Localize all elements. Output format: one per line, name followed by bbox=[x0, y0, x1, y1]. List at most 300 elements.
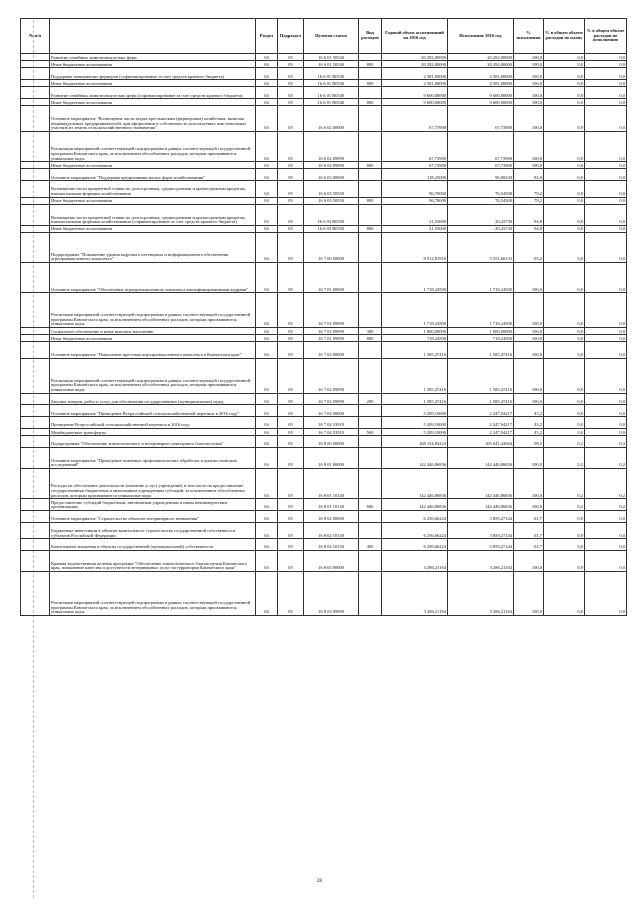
table-row bbox=[21, 510, 627, 522]
cell-execution: 1 718,24500 bbox=[448, 263, 514, 293]
cell-plan: 718,24500 bbox=[382, 335, 448, 342]
cell-expense-type: 800 bbox=[359, 80, 382, 87]
cell-share-fact: 0,0 bbox=[585, 54, 627, 61]
cell-share-fact: 0,2 bbox=[585, 499, 627, 511]
cell-razdel: 04 bbox=[256, 522, 278, 538]
cell-execution: 2 581,00000 bbox=[448, 80, 514, 87]
cell-share-fact: 0,0 bbox=[585, 204, 627, 225]
cell-name: Основное мероприятие "Проведение плановых профилактических обработок и диагностических исследований" bbox=[50, 447, 256, 468]
cell-podrazdel: 05 bbox=[278, 499, 304, 511]
header-plan-2016: Годовой объем ассигнований на 2016 год bbox=[382, 19, 448, 54]
cell-podrazdel: 05 bbox=[278, 232, 304, 262]
cell-execution: 1 718,24500 bbox=[448, 293, 514, 328]
cell-num bbox=[21, 550, 50, 571]
cell-expense-type bbox=[359, 342, 382, 358]
cell-expense-type: 400 bbox=[359, 539, 382, 551]
header-share-plan: % в общем объеме расходов по плану bbox=[544, 19, 585, 54]
cell-share-plan: 0,0 bbox=[544, 293, 585, 328]
cell-share-fact: 0,0 bbox=[585, 417, 627, 429]
cell-name: Иные бюджетные ассигнования bbox=[50, 162, 256, 169]
cell-share-plan: 0,0 bbox=[544, 181, 585, 197]
cell-target-article: 16 6 01 R0540 bbox=[304, 99, 359, 106]
header-podrazdel: Подраздел bbox=[278, 19, 304, 54]
cell-target-article: 16 8 02 10130 bbox=[304, 539, 359, 551]
cell-razdel: 04 bbox=[256, 405, 278, 417]
cell-expense-type bbox=[359, 232, 382, 262]
cell-name: Возмещение части процентной ставки по долгосрочным, среднесрочным и краткосрочным кредитам, взятым малыми формами хозяйствования bbox=[50, 181, 256, 197]
cell-expense-type: 800 bbox=[359, 61, 382, 68]
cell-num bbox=[21, 106, 50, 132]
cell-share-plan: 0,0 bbox=[544, 405, 585, 417]
table-body bbox=[21, 54, 627, 616]
cell-razdel: 04 bbox=[256, 429, 278, 436]
cell-expense-type bbox=[359, 263, 382, 293]
table-header-row bbox=[21, 19, 627, 54]
table-row bbox=[21, 162, 627, 169]
cell-execution: 3 286,21164 bbox=[448, 571, 514, 615]
cell-num bbox=[21, 405, 50, 417]
cell-target-article: 16 6 03 00000 bbox=[304, 169, 359, 181]
cell-share-fact: 0,0 bbox=[585, 131, 627, 161]
cell-execution: 20 292,00000 bbox=[448, 61, 514, 68]
cell-target-article: 16 8 01 00000 bbox=[304, 447, 359, 468]
cell-name: Реализация мероприятий соответствующей подпрограммы в рамках соответствующей государственной программы Камчатского края, за исключением обособленных расходов, которым присваиваются уникальные коды bbox=[50, 571, 256, 615]
cell-razdel: 04 bbox=[256, 263, 278, 293]
cell-num bbox=[21, 358, 50, 393]
cell-name: Иные бюджетные ассигнования bbox=[50, 335, 256, 342]
cell-podrazdel: 05 bbox=[278, 510, 304, 522]
cell-num bbox=[21, 204, 50, 225]
cell-execution: 2 581,00000 bbox=[448, 68, 514, 80]
cell-target-article: 16 7 01 09990 bbox=[304, 328, 359, 335]
cell-plan: 1 585,47416 bbox=[382, 393, 448, 405]
cell-share-fact: 0,0 bbox=[585, 61, 627, 68]
cell-execution: 3 859,27144 bbox=[448, 522, 514, 538]
table-row bbox=[21, 54, 627, 61]
cell-percent: 100,0 bbox=[514, 550, 544, 571]
cell-plan: 8 512,81916 bbox=[382, 232, 448, 262]
cell-execution: 1 000,00000 bbox=[448, 328, 514, 335]
cell-podrazdel: 05 bbox=[278, 436, 304, 448]
cell-name: Расходы на обеспечение деятельности (оказание услуг) учреждений, в том числе на предоставление государственным бюджетным и автономным учреждениям субсидий, за исключением обособленных расходов, которым присваиваются уникальные коды bbox=[50, 468, 256, 498]
table-row bbox=[21, 447, 627, 468]
cell-podrazdel: 05 bbox=[278, 405, 304, 417]
cell-share-plan: 0,0 bbox=[544, 358, 585, 393]
cell-target-article: 16 7 01 00000 bbox=[304, 263, 359, 293]
cell-execution: 1 585,47416 bbox=[448, 358, 514, 393]
cell-expense-type bbox=[359, 87, 382, 99]
cell-num bbox=[21, 263, 50, 293]
cell-expense-type bbox=[359, 68, 382, 80]
cell-plan: 1 585,47416 bbox=[382, 358, 448, 393]
cell-expense-type bbox=[359, 468, 382, 498]
cell-target-article: 16 6 01 50540 bbox=[304, 54, 359, 61]
cell-target-article: 16 6 01 R0530 bbox=[304, 80, 359, 87]
cell-podrazdel: 05 bbox=[278, 293, 304, 328]
cell-expense-type: 800 bbox=[359, 197, 382, 204]
cell-plan: 5 209,10000 bbox=[382, 405, 448, 417]
header-share-fact: % в общем объеме расходов по исполнению bbox=[585, 19, 627, 54]
cell-share-fact: 0,2 bbox=[585, 447, 627, 468]
cell-share-fact: 0,0 bbox=[585, 80, 627, 87]
cell-share-plan: 0,0 bbox=[544, 106, 585, 132]
cell-name: Развитие семейных животноводческих ферм (софинансирование за счет средств краевого бюджета) bbox=[50, 87, 256, 99]
cell-podrazdel: 05 bbox=[278, 99, 304, 106]
cell-share-fact: 0,0 bbox=[585, 522, 627, 538]
cell-share-plan: 0,0 bbox=[544, 393, 585, 405]
cell-percent: 43,2 bbox=[514, 405, 544, 417]
cell-share-plan: 0,0 bbox=[544, 539, 585, 551]
header-target-article: Целевая статья bbox=[304, 19, 359, 54]
cell-razdel: 04 bbox=[256, 99, 278, 106]
cell-plan: 3 286,21164 bbox=[382, 550, 448, 571]
cell-razdel: 04 bbox=[256, 225, 278, 232]
cell-razdel: 04 bbox=[256, 539, 278, 551]
cell-name: Основное мероприятие "Повышение престижа агропромышленного комплекса в Камчатском крае" bbox=[50, 342, 256, 358]
table-row bbox=[21, 522, 627, 538]
cell-target-article: 16 8 00 00000 bbox=[304, 436, 359, 448]
cell-plan: 21,55000 bbox=[382, 225, 448, 232]
cell-plan: 6 256,66224 bbox=[382, 522, 448, 538]
cell-share-fact: 0,0 bbox=[585, 263, 627, 293]
cell-share-fact: 0,0 bbox=[585, 232, 627, 262]
cell-podrazdel: 05 bbox=[278, 106, 304, 132]
cell-name: Краевая ведомственная целевая программа "Обеспечение эпизоотического благополучия Камчатского края, повышение качества и доступности ветеринарных услуг на территории Камчатского края" bbox=[50, 550, 256, 571]
table-row bbox=[21, 68, 627, 80]
header-execution-percent: % исполнения bbox=[514, 19, 544, 54]
cell-expense-type bbox=[359, 550, 382, 571]
cell-num bbox=[21, 87, 50, 99]
cell-target-article: 16 7 04 00000 bbox=[304, 405, 359, 417]
cell-razdel: 04 bbox=[256, 393, 278, 405]
cell-name: Основное мероприятие "Строительство объектов ветеринарного назначения" bbox=[50, 510, 256, 522]
cell-podrazdel: 05 bbox=[278, 571, 304, 615]
cell-podrazdel: 05 bbox=[278, 54, 304, 61]
cell-razdel: 04 bbox=[256, 204, 278, 225]
cell-expense-type: 800 bbox=[359, 335, 382, 342]
cell-num bbox=[21, 417, 50, 429]
cell-percent: 98,5 bbox=[514, 436, 544, 448]
table-row bbox=[21, 342, 627, 358]
cell-execution: 20,43730 bbox=[448, 204, 514, 225]
cell-share-fact: 0,3 bbox=[585, 436, 627, 448]
cell-execution: 3 859,27144 bbox=[448, 539, 514, 551]
cell-num bbox=[21, 539, 50, 551]
cell-share-fact: 0,0 bbox=[585, 335, 627, 342]
cell-share-fact: 0,0 bbox=[585, 162, 627, 169]
cell-share-fact: 0,0 bbox=[585, 99, 627, 106]
cell-expense-type bbox=[359, 417, 382, 429]
cell-target-article: 16 7 04 53910 bbox=[304, 429, 359, 436]
cell-target-article: 16 6 02 09990 bbox=[304, 162, 359, 169]
cell-name: Закупка товаров, работ и услуг для обеспечения государственных (муниципальных) нужд bbox=[50, 393, 256, 405]
cell-share-fact: 0,0 bbox=[585, 358, 627, 393]
cell-num bbox=[21, 510, 50, 522]
cell-execution: 96,98230 bbox=[448, 169, 514, 181]
cell-plan: 1 000,00000 bbox=[382, 328, 448, 335]
cell-share-plan: 0,0 bbox=[544, 232, 585, 262]
header-expense-type: Вид расходов bbox=[359, 19, 382, 54]
cell-num bbox=[21, 162, 50, 169]
cell-plan: 21,55000 bbox=[382, 204, 448, 225]
cell-plan: 9 600,00000 bbox=[382, 87, 448, 99]
cell-podrazdel: 05 bbox=[278, 225, 304, 232]
cell-execution: 2 247,94217 bbox=[448, 405, 514, 417]
cell-target-article: 16 7 04 53910 bbox=[304, 417, 359, 429]
cell-num bbox=[21, 80, 50, 87]
cell-plan: 9 600,00000 bbox=[382, 99, 448, 106]
cell-share-fact: 0,0 bbox=[585, 393, 627, 405]
cell-razdel: 04 bbox=[256, 131, 278, 161]
cell-name: Иные бюджетные ассигнования bbox=[50, 197, 256, 204]
cell-num bbox=[21, 197, 50, 204]
cell-execution: 67,73900 bbox=[448, 131, 514, 161]
cell-plan: 1 585,47416 bbox=[382, 342, 448, 358]
cell-razdel: 04 bbox=[256, 550, 278, 571]
cell-percent: 79,2 bbox=[514, 197, 544, 204]
cell-razdel: 04 bbox=[256, 68, 278, 80]
cell-share-plan: 0,0 bbox=[544, 169, 585, 181]
cell-percent: 100,0 bbox=[514, 468, 544, 498]
cell-plan: 2 581,00000 bbox=[382, 80, 448, 87]
cell-plan: 142 446,86836 bbox=[382, 447, 448, 468]
cell-podrazdel: 05 bbox=[278, 169, 304, 181]
cell-num bbox=[21, 499, 50, 511]
cell-target-article: 16 7 00 00000 bbox=[304, 232, 359, 262]
cell-num bbox=[21, 169, 50, 181]
cell-name: Иные бюджетные ассигнования bbox=[50, 225, 256, 232]
cell-plan: 5 209,10000 bbox=[382, 417, 448, 429]
cell-target-article: 16 8 03 09990 bbox=[304, 571, 359, 615]
cell-expense-type bbox=[359, 54, 382, 61]
cell-name: Межбюджетные трансферты bbox=[50, 429, 256, 436]
cell-name: Капитальные вложения в объекты государственной (муниципальной) собственности bbox=[50, 539, 256, 551]
cell-percent: 100,0 bbox=[514, 106, 544, 132]
cell-share-fact: 0,0 bbox=[585, 197, 627, 204]
table-row bbox=[21, 232, 627, 262]
cell-num bbox=[21, 468, 50, 498]
cell-podrazdel: 05 bbox=[278, 68, 304, 80]
cell-execution: 9 600,00000 bbox=[448, 87, 514, 99]
cell-podrazdel: 05 bbox=[278, 131, 304, 161]
cell-target-article: 16 6 03 R0550 bbox=[304, 204, 359, 225]
cell-razdel: 04 bbox=[256, 571, 278, 615]
cell-target-article: 16 6 01 R0540 bbox=[304, 87, 359, 99]
cell-podrazdel: 05 bbox=[278, 539, 304, 551]
cell-percent: 100,0 bbox=[514, 447, 544, 468]
cell-expense-type bbox=[359, 181, 382, 197]
cell-razdel: 04 bbox=[256, 54, 278, 61]
cell-execution: 1 585,47416 bbox=[448, 342, 514, 358]
cell-plan: 1 718,24500 bbox=[382, 263, 448, 293]
cell-expense-type bbox=[359, 405, 382, 417]
cell-plan: 20 292,00000 bbox=[382, 61, 448, 68]
cell-share-plan: 0,0 bbox=[544, 87, 585, 99]
cell-target-article: 16 6 01 R0530 bbox=[304, 68, 359, 80]
table-row bbox=[21, 106, 627, 132]
cell-expense-type bbox=[359, 204, 382, 225]
cell-podrazdel: 05 bbox=[278, 80, 304, 87]
budget-table-sheet bbox=[20, 18, 626, 616]
cell-podrazdel: 05 bbox=[278, 263, 304, 293]
cell-num bbox=[21, 429, 50, 436]
cell-podrazdel: 05 bbox=[278, 447, 304, 468]
cell-share-fact: 0,0 bbox=[585, 405, 627, 417]
table-row bbox=[21, 328, 627, 335]
cell-num bbox=[21, 293, 50, 328]
cell-percent: 100,0 bbox=[514, 61, 544, 68]
cell-share-plan: 0,0 bbox=[544, 80, 585, 87]
cell-podrazdel: 05 bbox=[278, 342, 304, 358]
cell-percent: 100,0 bbox=[514, 99, 544, 106]
cell-name: Поддержка начинающих фермеров (софинансирование за счет средств краевого бюджета) bbox=[50, 68, 256, 80]
cell-num bbox=[21, 68, 50, 80]
cell-podrazdel: 05 bbox=[278, 204, 304, 225]
cell-name: Реализация мероприятий соответствующей подпрограммы в рамках соответствующей государственной программы Камчатского края, за исключением обособленных расходов, которым присваиваются уникальные коды bbox=[50, 131, 256, 161]
table-row bbox=[21, 417, 627, 429]
cell-name: Иные бюджетные ассигнования bbox=[50, 80, 256, 87]
cell-plan: 96,70000 bbox=[382, 181, 448, 197]
cell-podrazdel: 05 bbox=[278, 335, 304, 342]
cell-execution: 5 551,66133 bbox=[448, 232, 514, 262]
cell-name: Проведение Всероссийской сельскохозяйственной переписи в 2016 году bbox=[50, 417, 256, 429]
cell-execution: 2 247,94217 bbox=[448, 429, 514, 436]
cell-target-article: 16 7 02 09990 bbox=[304, 358, 359, 393]
cell-execution: 76,54500 bbox=[448, 181, 514, 197]
cell-execution: 718,24500 bbox=[448, 335, 514, 342]
cell-name: Иные бюджетные ассигнования bbox=[50, 99, 256, 106]
cell-percent: 100,0 bbox=[514, 335, 544, 342]
cell-percent: 82,0 bbox=[514, 169, 544, 181]
cell-share-fact: 0,0 bbox=[585, 510, 627, 522]
cell-plan: 1 718,24500 bbox=[382, 293, 448, 328]
cell-num bbox=[21, 181, 50, 197]
cell-share-plan: 0,0 bbox=[544, 61, 585, 68]
cell-share-plan: 0,0 bbox=[544, 522, 585, 538]
cell-plan: 3 286,21164 bbox=[382, 571, 448, 615]
cell-razdel: 04 bbox=[256, 447, 278, 468]
cell-plan: 6 256,66224 bbox=[382, 510, 448, 522]
cell-share-fact: 0,0 bbox=[585, 169, 627, 181]
cell-share-plan: 0,0 bbox=[544, 263, 585, 293]
cell-execution: 142 446,86836 bbox=[448, 499, 514, 511]
cell-expense-type bbox=[359, 522, 382, 538]
cell-expense-type: 300 bbox=[359, 328, 382, 335]
cell-plan: 168 154,84224 bbox=[382, 436, 448, 448]
table-row bbox=[21, 131, 627, 161]
cell-plan: 96,70000 bbox=[382, 197, 448, 204]
cell-expense-type bbox=[359, 169, 382, 181]
cell-share-plan: 0,0 bbox=[544, 204, 585, 225]
cell-name: Иные бюджетные ассигнования bbox=[50, 61, 256, 68]
cell-name: Социальное обеспечение и иные выплаты населению bbox=[50, 328, 256, 335]
cell-share-plan: 0,0 bbox=[544, 197, 585, 204]
table-row bbox=[21, 293, 627, 328]
cell-plan: 6 256,66224 bbox=[382, 539, 448, 551]
table-row bbox=[21, 550, 627, 571]
cell-target-article: 16 6 03 50550 bbox=[304, 181, 359, 197]
cell-share-fact: 0,0 bbox=[585, 225, 627, 232]
cell-num bbox=[21, 335, 50, 342]
cell-num bbox=[21, 571, 50, 615]
table-row bbox=[21, 358, 627, 393]
cell-podrazdel: 05 bbox=[278, 61, 304, 68]
cell-target-article: 16 6 03 50550 bbox=[304, 197, 359, 204]
cell-percent: 100,0 bbox=[514, 162, 544, 169]
cell-num bbox=[21, 61, 50, 68]
cell-share-plan: 0,0 bbox=[544, 162, 585, 169]
cell-share-plan: 0,0 bbox=[544, 342, 585, 358]
cell-name: Основное мероприятие "Обеспечение агропромышленного комплекса квалифицированными кадрами" bbox=[50, 263, 256, 293]
cell-execution: 67,73900 bbox=[448, 106, 514, 132]
cell-percent: 100,0 bbox=[514, 393, 544, 405]
cell-num bbox=[21, 447, 50, 468]
cell-razdel: 04 bbox=[256, 358, 278, 393]
cell-target-article: 16 7 02 00000 bbox=[304, 342, 359, 358]
cell-share-fact: 0,0 bbox=[585, 68, 627, 80]
cell-percent: 79,2 bbox=[514, 181, 544, 197]
cell-percent: 100,0 bbox=[514, 131, 544, 161]
cell-share-plan: 0,0 bbox=[544, 335, 585, 342]
cell-razdel: 04 bbox=[256, 162, 278, 169]
cell-expense-type: 200 bbox=[359, 393, 382, 405]
cell-razdel: 04 bbox=[256, 61, 278, 68]
cell-execution: 9 600,00000 bbox=[448, 99, 514, 106]
cell-num bbox=[21, 522, 50, 538]
cell-podrazdel: 05 bbox=[278, 393, 304, 405]
table-row bbox=[21, 468, 627, 498]
cell-plan: 67,73900 bbox=[382, 162, 448, 169]
cell-razdel: 04 bbox=[256, 342, 278, 358]
cell-expense-type bbox=[359, 131, 382, 161]
cell-plan: 5 209,10000 bbox=[382, 429, 448, 436]
cell-plan: 118,25000 bbox=[382, 169, 448, 181]
cell-expense-type bbox=[359, 358, 382, 393]
cell-share-plan: 0,0 bbox=[544, 417, 585, 429]
cell-share-fact: 0,0 bbox=[585, 87, 627, 99]
cell-percent: 100,0 bbox=[514, 80, 544, 87]
cell-expense-type: 600 bbox=[359, 499, 382, 511]
cell-share-plan: 0,0 bbox=[544, 510, 585, 522]
cell-num bbox=[21, 328, 50, 335]
cell-share-plan: 0,2 bbox=[544, 436, 585, 448]
cell-share-fact: 0,0 bbox=[585, 328, 627, 335]
cell-share-plan: 0,0 bbox=[544, 328, 585, 335]
cell-razdel: 04 bbox=[256, 417, 278, 429]
cell-percent: 43,2 bbox=[514, 429, 544, 436]
cell-num bbox=[21, 436, 50, 448]
header-execution-2016: Исполнение 2016 год bbox=[448, 19, 514, 54]
table-row bbox=[21, 197, 627, 204]
cell-name: Подпрограмма "Повышение уровня кадрового потенциала и информационного обеспечения агропромышленного комплекса" bbox=[50, 232, 256, 262]
cell-expense-type bbox=[359, 106, 382, 132]
cell-percent: 94,8 bbox=[514, 225, 544, 232]
cell-percent: 65,2 bbox=[514, 232, 544, 262]
cell-name: Реализация мероприятий соответствующей подпрограммы в рамках соответствующей государственной программы Камчатского края, за исключением обособленных расходов, которым присваиваются уникальные коды bbox=[50, 358, 256, 393]
cell-razdel: 04 bbox=[256, 106, 278, 132]
cell-razdel: 04 bbox=[256, 232, 278, 262]
cell-expense-type: 800 bbox=[359, 162, 382, 169]
cell-execution: 20,43730 bbox=[448, 225, 514, 232]
cell-execution: 3 859,27144 bbox=[448, 510, 514, 522]
cell-share-plan: 0,0 bbox=[544, 571, 585, 615]
cell-percent: 61,7 bbox=[514, 510, 544, 522]
cell-num bbox=[21, 342, 50, 358]
cell-percent: 43,2 bbox=[514, 417, 544, 429]
table-row bbox=[21, 436, 627, 448]
cell-share-plan: 0,0 bbox=[544, 131, 585, 161]
cell-share-plan: 0,2 bbox=[544, 468, 585, 498]
